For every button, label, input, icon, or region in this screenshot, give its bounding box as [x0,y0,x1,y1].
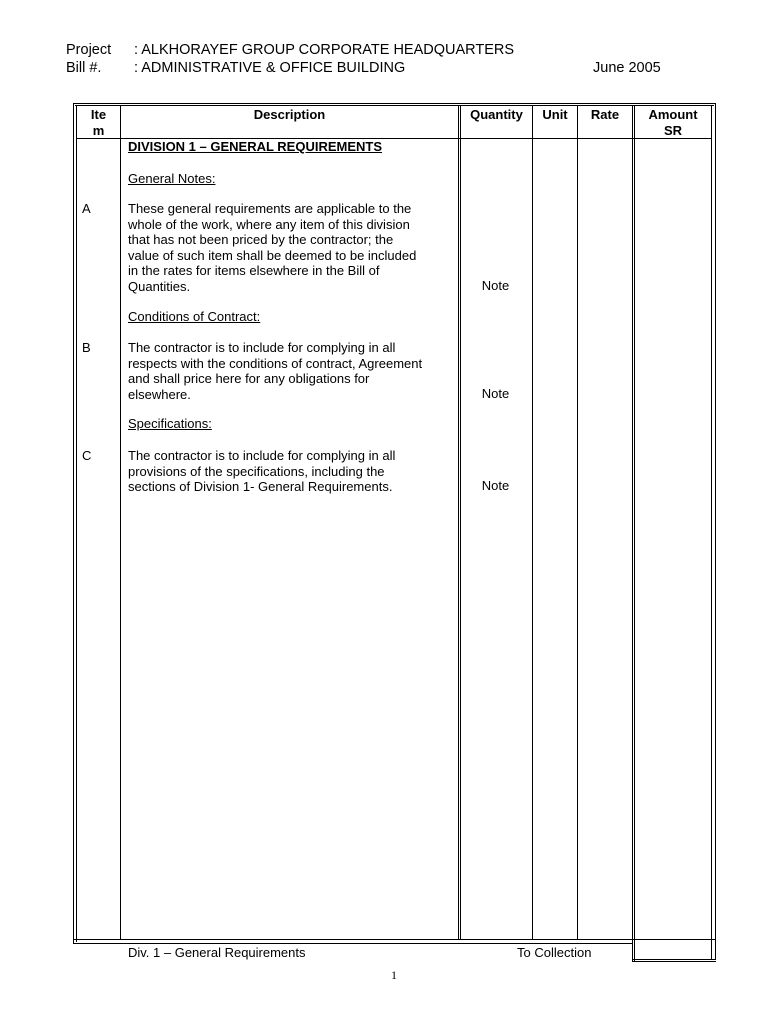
divider-description-quantity-2 [460,105,461,939]
divider-quantity-unit [532,105,533,939]
col-header-item [77,107,120,138]
project-label: Project [66,42,112,58]
text-line: whole of the work, where any item of this division [128,216,410,232]
section-heading-conditions: Conditions of Contract: [128,309,261,324]
table-border-right [715,103,716,960]
divider-unit-rate [577,105,578,939]
quantity-note-a: Note [481,278,510,293]
col-header-amount [635,107,711,138]
col-header-amount-line2: SR [663,122,683,138]
table-border-right-inner [711,105,712,960]
division-title: DIVISION 1 – GENERAL REQUIREMENTS [128,139,383,154]
table-border-bottom [73,939,716,940]
text-line: The contractor is to include for complying in all [128,448,396,463]
divider-item-description [120,105,121,939]
divider-rate-amount-2 [634,105,635,961]
text-line: in the rates for items elsewhere in the Bill of [128,263,380,278]
text-line: and shall price here for any obligations for [128,371,370,386]
col-header-quantity: Quantity [470,107,523,122]
project-value: : ALKHORAYEF GROUP CORPORATE HEADQUARTERS [134,42,515,58]
text-line: elsewhere. [128,386,191,402]
quantity-note-b: Note [481,386,510,401]
table-border-left-inner [76,105,77,942]
quantity-note-c: Note [481,478,510,493]
footer-to-collection: To Collection [517,945,592,960]
item-letter-c: C [82,448,92,463]
text-line: that has not been priced by the contractor; the [128,232,394,247]
col-header-amount-line1: Amount [648,107,698,122]
col-header-rate: Rate [590,107,620,122]
col-header-unit: Unit [542,107,568,122]
text-line: provisions of the specifications, including the [128,463,385,479]
text-line: respects with the conditions of contract, Agreement [128,355,423,371]
text-line: The contractor is to include for complying in all [128,340,396,355]
table-border-top-inner [75,105,714,106]
item-letter-a: A [82,201,91,216]
table-border-bottom-inner [73,943,633,944]
col-header-description: Description [253,107,326,122]
col-header-item-line1: Ite [90,107,107,122]
bill-label: Bill #. [66,60,102,76]
text-line: sections of Division 1- General Requirements. [128,479,393,494]
section-b-text [128,340,456,402]
text-line: Quantities. [128,278,191,294]
item-letter-b: B [82,340,91,355]
date: June 2005 [593,60,661,76]
section-c-text [128,448,456,495]
section-a-text [128,201,456,294]
divider-description-quantity [458,105,459,939]
collection-box-bottom [632,959,716,960]
section-heading-general-notes: General Notes: [128,171,216,186]
bill-value: : ADMINISTRATIVE & OFFICE BUILDING [134,60,406,76]
text-line: value of such item shall be deemed to be included [128,247,417,263]
page-number: 1 [391,968,397,982]
col-header-item-line2: m [92,122,105,138]
section-heading-specifications: Specifications: [128,416,212,431]
collection-box-bottom-2 [632,961,716,962]
text-line: These general requirements are applicable to the [128,201,412,216]
footer-division: Div. 1 – General Requirements [128,945,306,960]
divider-rate-amount [632,105,633,961]
table-border-top [73,103,716,104]
table-border-left [73,103,74,944]
